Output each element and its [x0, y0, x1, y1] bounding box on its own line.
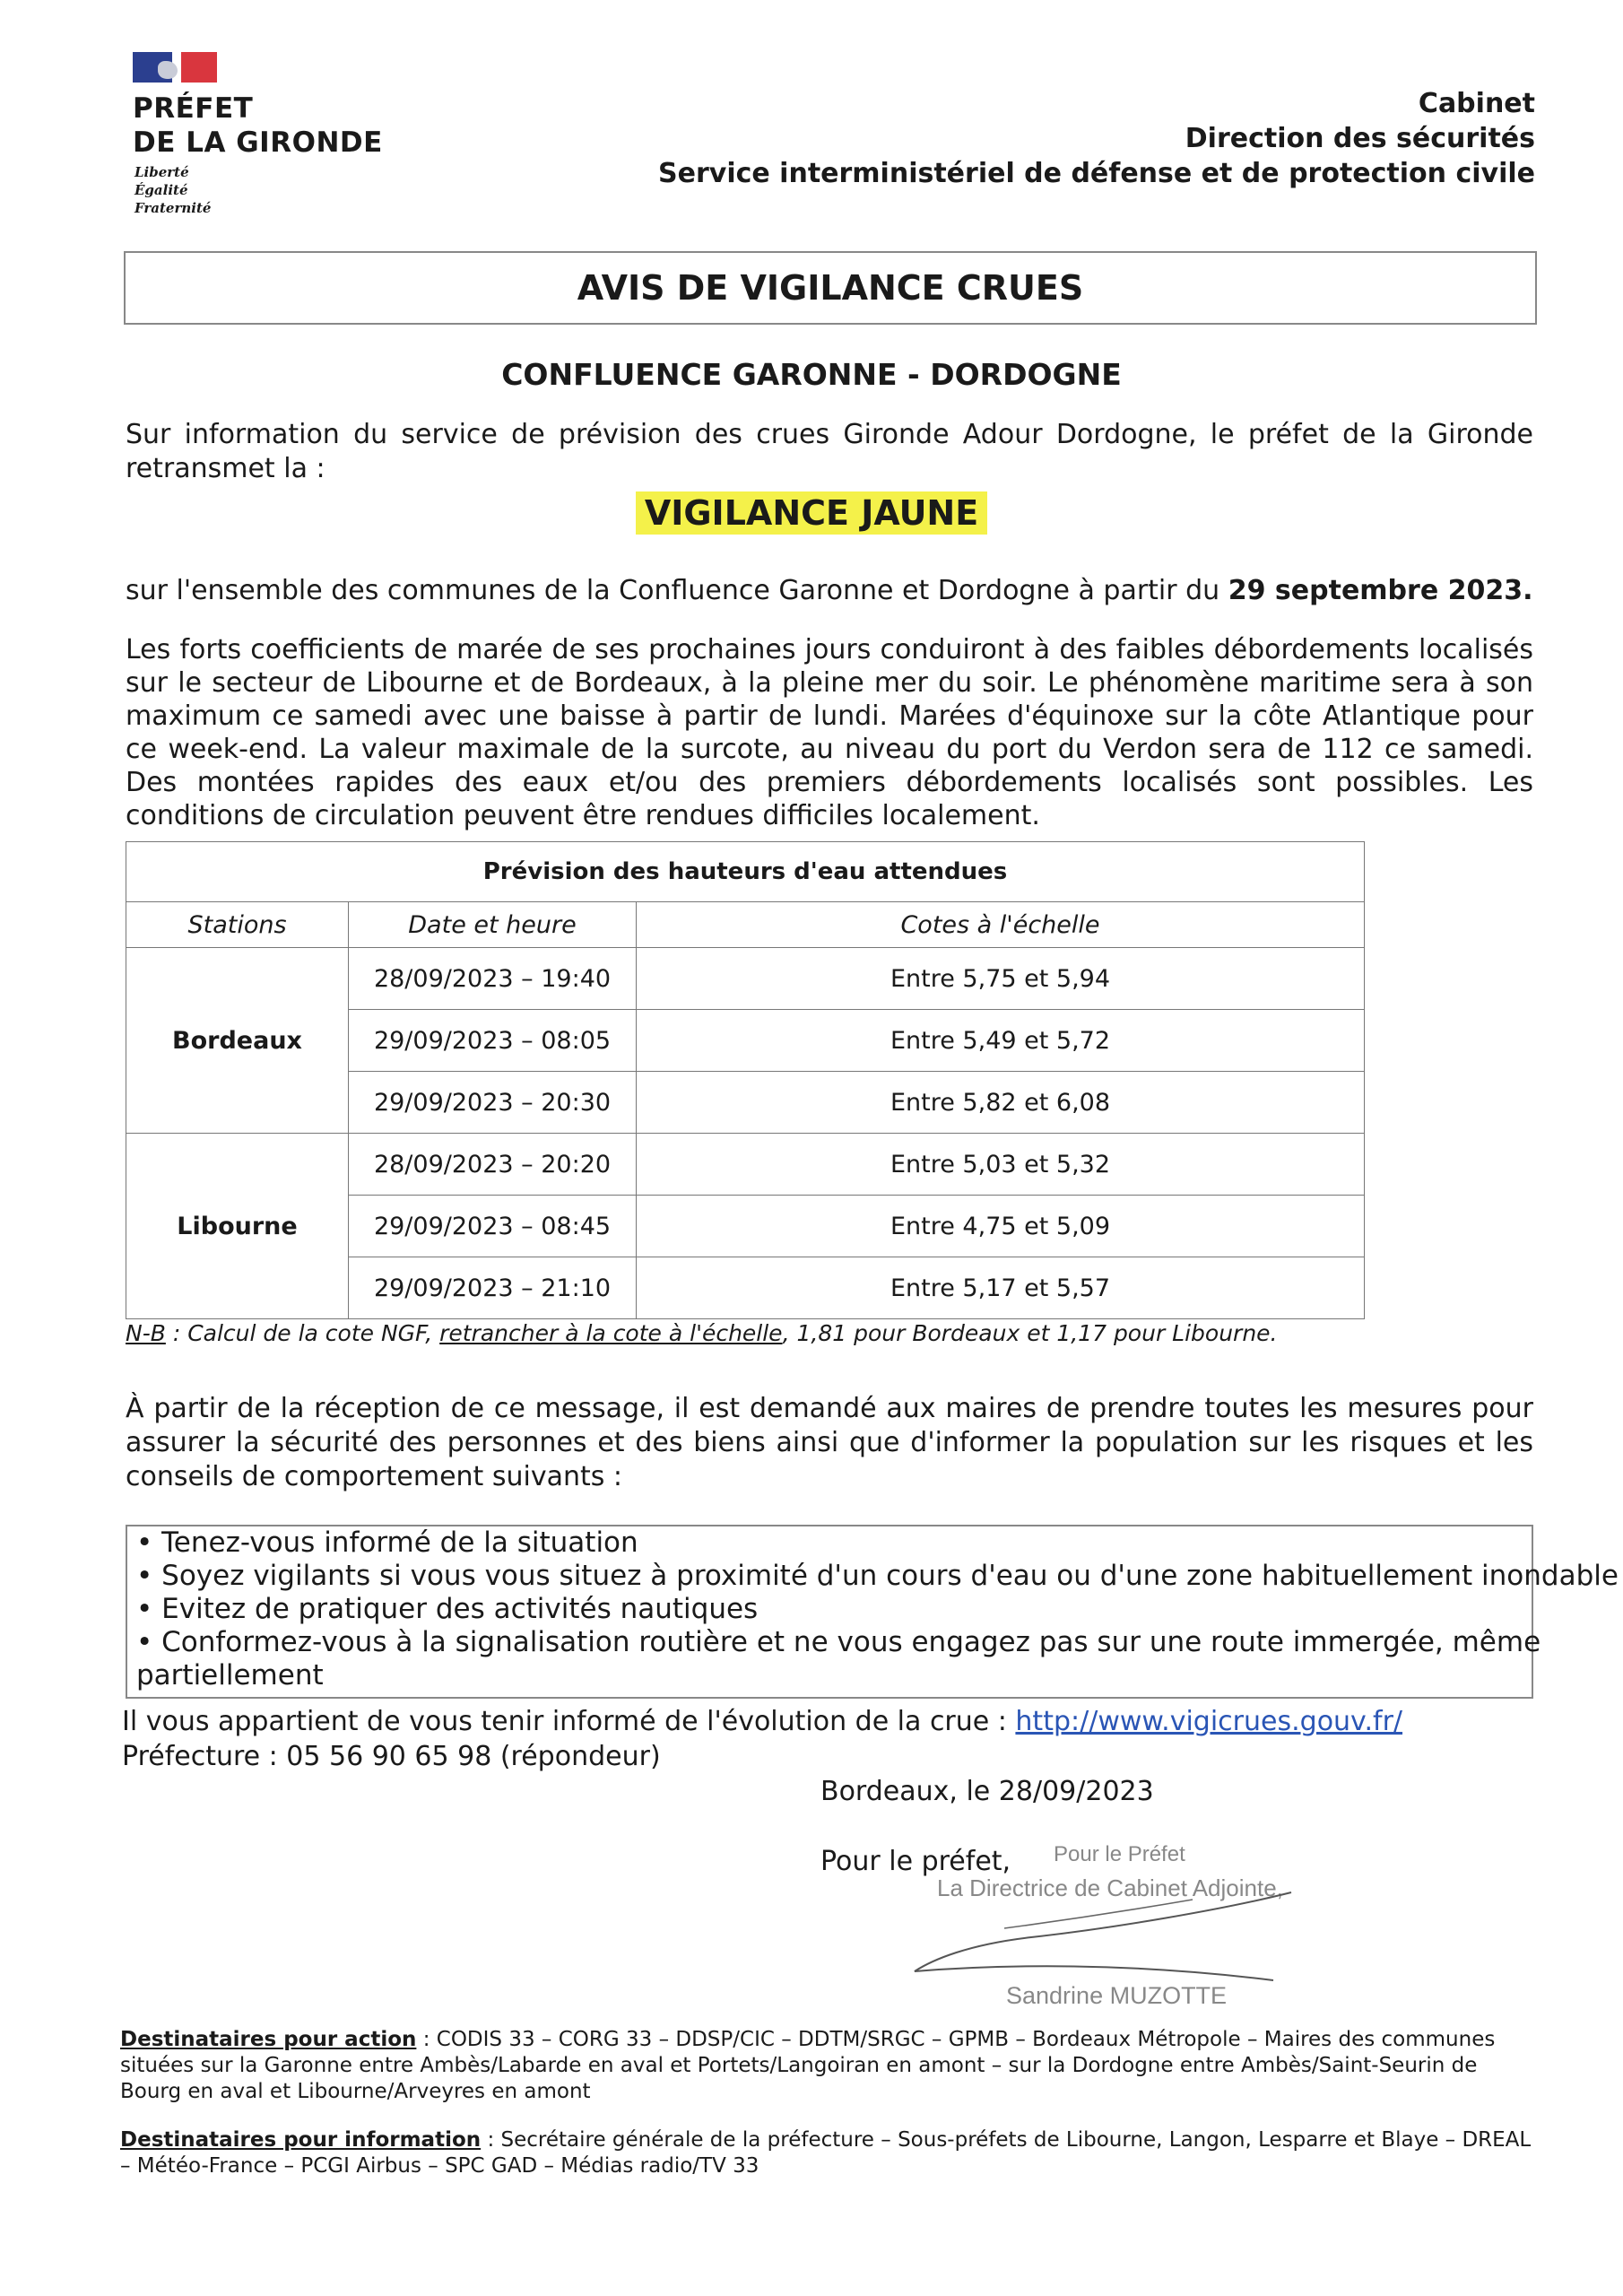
recipients-action: Destinataires pour action : CODIS 33 – CORG 33 – DDSP/CIC – DDTM/SRGC – GPMB – Bordeaux Métropole – Maires des communes situées sur la Garonne entre Ambès/Labarde en aval et Portets/Langoiran en amont – sur la Dordogne entre Ambès/Saint-Seurin de Bourg en aval et Libourne/Arveyres en amont — [120, 2028, 1496, 2103]
vigilance-level-wrap — [0, 491, 1623, 535]
signature-for: Pour le préfet, — [820, 1846, 1011, 1877]
table-row — [126, 1134, 1365, 1196]
forecast-date: 29/09/2023 – 08:45 — [349, 1196, 637, 1257]
table-caption: Prévision des hauteurs d'eau attendues — [126, 842, 1365, 902]
advice-item: • Evitez de pratiquer des activités nautiques — [136, 1593, 759, 1625]
forecast-date: 29/09/2023 – 08:05 — [349, 1010, 637, 1072]
nota-bene: N-B : Calcul de la cote NGF, retrancher à la cote à l'échelle, 1,81 pour Bordeaux et 1,17 pour Libourne. — [126, 1320, 1278, 1346]
advice-item: partiellement — [136, 1659, 324, 1692]
forecast-date: 29/09/2023 – 21:10 — [349, 1257, 637, 1319]
advice-item: • Tenez-vous informé de la situation — [136, 1526, 638, 1559]
forecast-cote: Entre 5,75 et 5,94 — [637, 948, 1365, 1010]
description-paragraph: Les forts coefficients de marée de ses prochaines jours conduiront à des faibles débordements localisés sur le secteur de Libourne et de Bordeaux, à la pleine mer du soir. Le phénomène maritime sera à son maximum ce samedi avec une baisse à partir de lundi. Marées d'équinoxe sur la côte Atlantique pour ce week-end. La valeur maximale de la surcote, au niveau du port du Verdon sera de 112 ce samedi. Des montées rapides des eaux et/ou des premiers débordements localisés sont possibles. Les conditions de circulation peuvent être rendues difficiles localement. — [126, 634, 1533, 831]
station-name: Bordeaux — [126, 948, 349, 1134]
forecast-cote: Entre 5,82 et 6,08 — [637, 1072, 1365, 1134]
scope-paragraph: sur l'ensemble des communes de la Confluence Garonne et Dordogne à partir du 29 septembre 2023. — [126, 575, 1533, 606]
forecast-date: 28/09/2023 – 20:20 — [349, 1134, 637, 1196]
advice-item: • Conformez-vous à la signalisation routière et ne vous engagez pas sur une route immergée, même — [136, 1626, 1541, 1658]
document-title-box — [124, 251, 1537, 325]
document-subtitle: CONFLUENCE GARONNE - DORDOGNE — [501, 357, 1122, 392]
prefecture-name: PRÉFET DE LA GIRONDE — [133, 92, 383, 159]
stamp-line: La Directrice de Cabinet Adjointe, — [937, 1874, 1283, 1901]
advice-box — [126, 1525, 1619, 1699]
forecast-cote: Entre 5,03 et 5,32 — [637, 1134, 1365, 1196]
document-title: AVIS DE VIGILANCE CRUES — [577, 268, 1084, 308]
stamp-line: Pour le Préfet — [1054, 1842, 1185, 1866]
column-header-cotes: Cotes à l'échelle — [637, 902, 1365, 948]
forecast-date: 28/09/2023 – 19:40 — [349, 948, 637, 1010]
signatory-name: Sandrine MUZOTTE — [1006, 1982, 1228, 2009]
scope-date: 29 septembre 2023. — [1228, 575, 1533, 606]
column-header-stations: Stations — [126, 902, 349, 948]
station-name: Libourne — [126, 1134, 349, 1319]
advice-item: • Soyez vigilants si vous vous situez à proximité d'un cours d'eau ou d'une zone habituellement inondable — [136, 1560, 1619, 1592]
signature-date: Bordeaux, le 28/09/2023 — [820, 1776, 1154, 1807]
republic-motto: Liberté Égalité Fraternité — [135, 164, 212, 216]
forecast-table — [126, 841, 1365, 1319]
prefecture-phone: Préfecture : 05 56 90 65 98 (répondeur) — [122, 1741, 661, 1772]
recipients-information: Destinataires pour information : Secrétaire générale de la préfecture – Sous-préfets de Libourne, Langon, Lesparre et Blaye – DREAL – Météo-France – PCGI Airbus – SPC GAD – Médias radio/TV 33 — [120, 2128, 1532, 2178]
forecast-cote: Entre 5,49 et 5,72 — [637, 1010, 1365, 1072]
mayors-paragraph: À partir de la réception de ce message, il est demandé aux maires de prendre toutes les mesures pour assurer la sécurité des personnes et des biens ainsi que d'informer la population sur les risques et les conseils de comportement suivants : — [126, 1393, 1533, 1492]
vigilance-level-badge: VIGILANCE JAUNE — [636, 491, 987, 535]
forecast-cote: Entre 4,75 et 5,09 — [637, 1196, 1365, 1257]
forecast-date: 29/09/2023 – 20:30 — [349, 1072, 637, 1134]
info-block: Il vous appartient de vous tenir informé de l'évolution de la crue : http://www.vigicrues.gouv.fr/ Préfecture : 05 56 90 65 98 (répondeur) — [122, 1706, 1403, 1772]
republic-logo — [133, 52, 217, 83]
intro-paragraph: Sur information du service de prévision des crues Gironde Adour Dordogne, le préfet de la Gironde retransmet la : — [126, 419, 1533, 484]
column-header-date: Date et heure — [349, 902, 637, 948]
issuing-service: Cabinet Direction des sécurités Service interministériel de défense et de protection civile — [658, 88, 1535, 189]
forecast-cote: Entre 5,17 et 5,57 — [637, 1257, 1365, 1319]
handwritten-signature — [897, 1874, 1309, 1991]
vigicrues-link[interactable]: http://www.vigicrues.gouv.fr/ — [1015, 1706, 1403, 1737]
table-row — [126, 948, 1365, 1010]
